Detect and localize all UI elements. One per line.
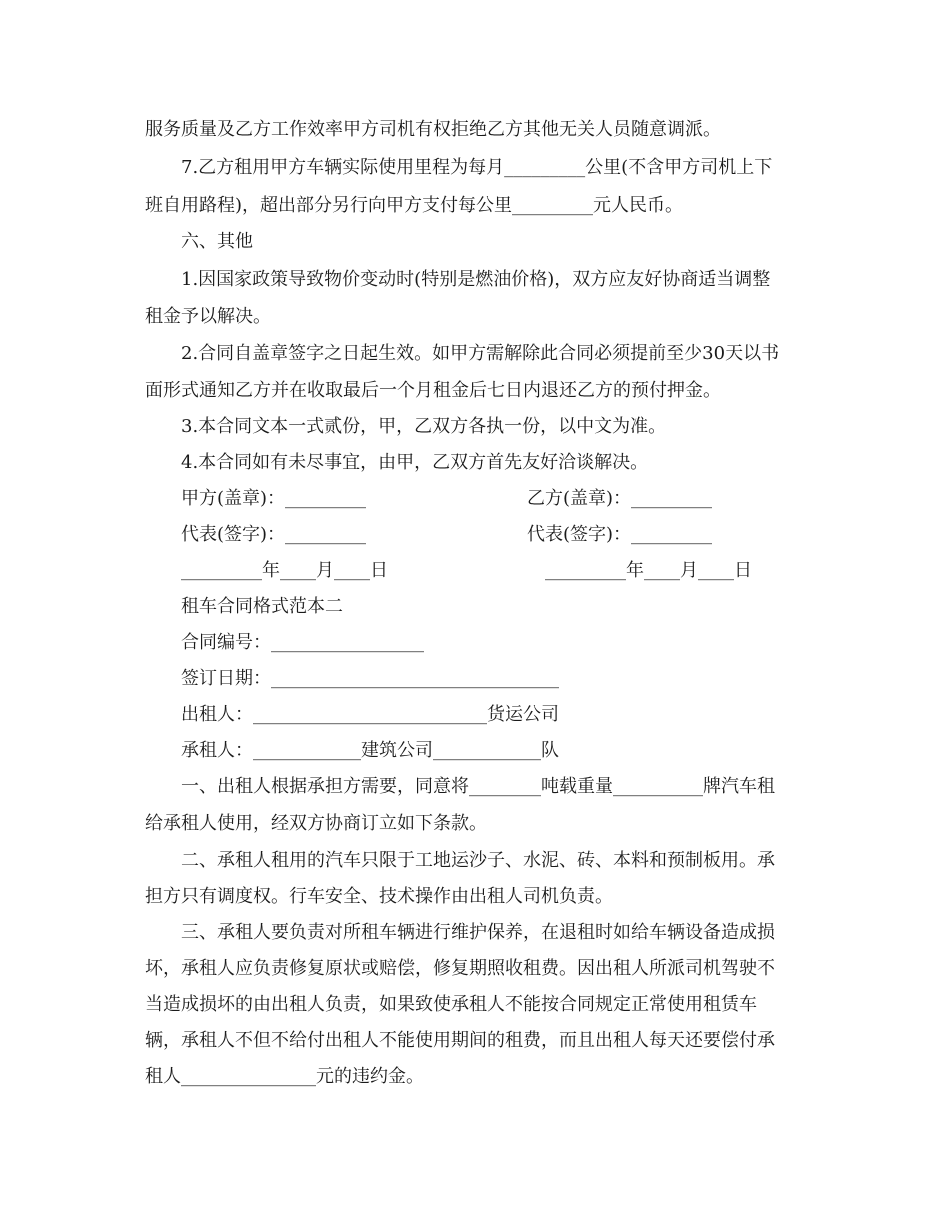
paragraph-line: 租金予以解决。 xyxy=(145,306,271,327)
paragraph-line: 面形式通知乙方并在收取最后一个月租金后七日内退还乙方的预付押金。 xyxy=(145,380,721,401)
clause-2-line: 2.合同自盖章签字之日起生效。如甲方需解除此合同必须提前至少30天以书 xyxy=(181,343,780,364)
section-heading: 六、其他 xyxy=(181,231,253,252)
signing-date-field: 签订日期：________________________________ xyxy=(181,668,559,689)
paragraph-line: 给承租人使用，经双方协商订立如下条款。 xyxy=(145,813,487,834)
paragraph-line: 坏，承租人应负责修复原状或赔偿，修复期照收租费。因出租人所派司机驾驶不 xyxy=(145,958,775,979)
clause-7-line: 7.乙方租用甲方车辆实际使用里程为每月_________公里(不含甲方司机上下 xyxy=(181,157,773,178)
document-subtitle: 租车合同格式范本二 xyxy=(181,596,343,617)
party-b-date-field: _________年____月____日 xyxy=(545,560,752,581)
lessee-field: 承租人：____________建筑公司____________队 xyxy=(181,740,559,761)
clause-1-line: 1.因国家政策导致物价变动时(特别是燃油价格)，双方应友好协商适当调整 xyxy=(181,269,771,290)
article-3-line: 三、承租人要负责对所租车辆进行维护保养，在退租时如给车辆设备造成损 xyxy=(181,922,775,943)
paragraph-line: 租人_______________元的违约金。 xyxy=(145,1066,424,1087)
paragraph-line: 班自用路程)，超出部分另行向甲方支付每公里_________元人民币。 xyxy=(145,195,684,216)
lessor-field: 出租人：__________________________货运公司 xyxy=(181,704,559,725)
paragraph-line: 当造成损坏的由出租人负责，如果致使承租人不能按合同规定正常使用租赁车 xyxy=(145,994,757,1015)
article-2-line: 二、承租人租用的汽车只限于工地运沙子、水泥、砖、本料和预制板用。承 xyxy=(181,850,775,871)
party-a-date-field: _________年____月____日 xyxy=(181,560,388,581)
paragraph-line: 辆，承租人不但不给付出租人不能使用期间的租费，而且出租人每天还要偿付承 xyxy=(145,1030,775,1051)
party-a-seal-field: 甲方(盖章)：_________ xyxy=(181,488,367,509)
party-a-signature-field: 代表(签字)：_________ xyxy=(181,524,367,545)
paragraph-line: 担方只有调度权。行车安全、技术操作由出租人司机负责。 xyxy=(145,886,613,907)
clause-4-line: 4.本合同如有未尽事宜，由甲，乙双方首先友好洽谈解决。 xyxy=(181,452,649,473)
paragraph-line: 服务质量及乙方工作效率甲方司机有权拒绝乙方其他无关人员随意调派。 xyxy=(145,119,721,140)
contract-number-field: 合同编号：_________________ xyxy=(181,632,424,653)
article-1-line: 一、出租人根据承担方需要，同意将________吨载重量__________牌汽车租 xyxy=(181,776,775,797)
clause-3-line: 3.本合同文本一式贰份，甲，乙双方各执一份，以中文为准。 xyxy=(181,416,667,437)
party-b-signature-field: 代表(签字)：_________ xyxy=(527,524,713,545)
party-b-seal-field: 乙方(盖章)：_________ xyxy=(527,488,713,509)
